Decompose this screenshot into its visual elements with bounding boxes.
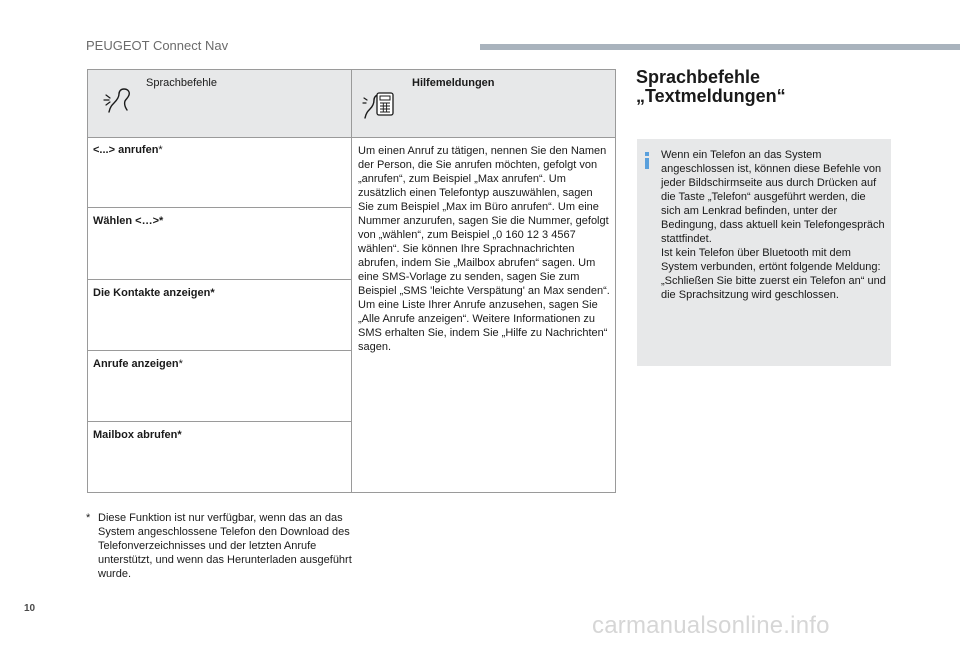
table-header-help <box>352 70 615 137</box>
section-title <box>636 68 786 106</box>
command-label: Die Kontakte anzeigen* <box>93 287 215 299</box>
command-label: Anrufe anzeigen* <box>93 358 183 370</box>
help-response-text: Um einen Anruf zu tätigen, nennen Sie den Namen der Person, die Sie anrufen möchten, gefolgt von „anrufen“, zum Beispiel „Max anrufen“. Um zusätzlich einen Telefontyp auszuwählen, sagen Sie zum Beispiel „Max im Büro anrufen“. Um eine Nummer anzurufen, sagen Sie die Nummer, gefolgt von „wählen“, zum Beispiel „0 160 12 3 4567 wählen“. Sie können Ihre Sprachnachrichten abrufen, indem Sie „Mailbox abrufen“ sagen. Um eine SMS-Vorlage zu senden, sagen Sie zum Beispiel „SMS 'leichte Verspätung' an Max senden“. Um eine Liste Ihrer Anrufe anzusehen, sagen Sie „Alle Anrufe anzeigen“. Weitere Informationen zu SMS erhalten Sie, indem Sie „Hilfe zu Nachrichten“ sagen. <box>358 145 610 353</box>
voice-command-table <box>87 69 616 493</box>
command-cell-calls <box>88 351 351 422</box>
section-title-line2: „Textmeldungen“ <box>636 86 786 106</box>
page-number: 10 <box>24 603 36 614</box>
command-cell-mailbox <box>88 422 351 492</box>
command-cell-call <box>88 137 351 208</box>
command-column <box>88 137 352 492</box>
table-header-row <box>88 70 615 138</box>
footnote-text: Diese Funktion ist nur verfügbar, wenn das an das System angeschlossene Telefon den Download des Telefonverzeichnisses und der letzten Anrufe unterstützt, und wenn das Herunterladen ausgeführt wurde. <box>98 512 352 580</box>
table-header-help-label: Hilfemeldungen <box>412 77 495 89</box>
response-column <box>352 137 615 492</box>
info-icon <box>645 152 649 169</box>
command-label: <...> anrufen* <box>93 144 163 156</box>
command-cell-dial <box>88 208 351 280</box>
info-paragraph-1: Wenn ein Telefon an das System angeschlossen ist, können diese Befehle von jeder Bildschirmseite aus durch Drücken auf die Taste „Telefon“ ausgeführt werden, die sich am Lenkrad befinden, unter der Bedingung, dass aktuell kein Telefongespräch stattfindet. <box>661 149 885 245</box>
section-title-line1: Sprachbefehle <box>636 67 761 87</box>
header-bar <box>480 44 960 50</box>
help-message-icon <box>362 86 396 120</box>
table-header-commands <box>88 70 352 137</box>
info-paragraph-2: Ist kein Telefon über Bluetooth mit dem System verbunden, ertönt folgende Meldung: „Schließen Sie bitte zuerst ein Telefon an“ und die Sprachsitzung wird geschlossen. <box>661 247 886 301</box>
command-cell-contacts <box>88 280 351 351</box>
command-label: Mailbox abrufen* <box>93 429 182 441</box>
info-box <box>637 139 891 366</box>
watermark: carmanualsonline.info <box>592 612 830 639</box>
voice-command-icon <box>102 86 132 116</box>
footnote-mark: * <box>86 512 91 524</box>
footnote <box>86 511 356 581</box>
info-text <box>661 148 887 302</box>
table-header-commands-label: Sprachbefehle <box>146 77 217 89</box>
command-label: Wählen <…>* <box>93 215 164 227</box>
page-header-title: PEUGEOT Connect Nav <box>86 38 229 53</box>
